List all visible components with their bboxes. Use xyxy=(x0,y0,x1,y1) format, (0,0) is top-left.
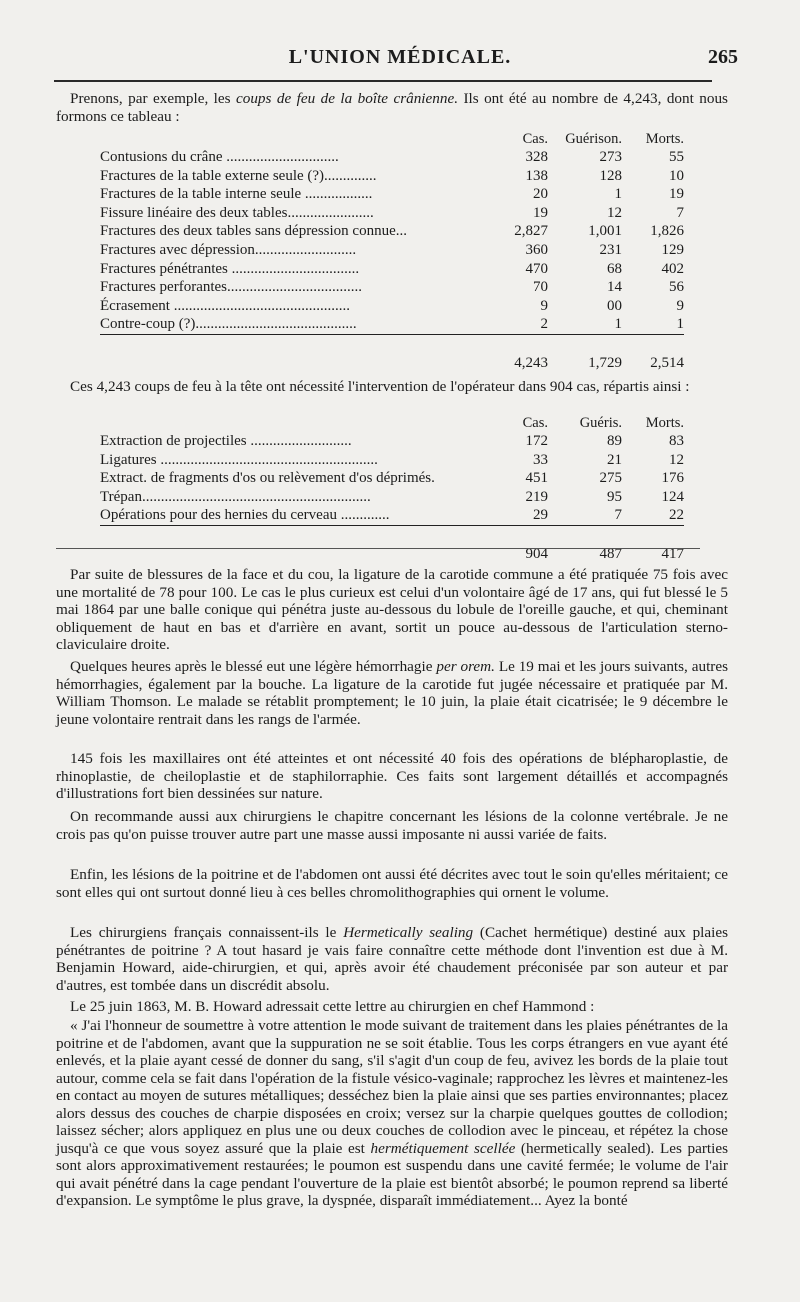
skull-wounds-table xyxy=(100,130,684,372)
body-paragraph-4: On recommande aussi aux chirurgiens le chapitre concernant les lésions de la colonne vertébrale. Je ne crois pas qu'on puisse trouver autre part une masse aussi imposante ni aussi variée de faits. xyxy=(56,808,728,843)
section-rule xyxy=(56,548,700,549)
table-row: Fractures perforantes.................................... 70 14 56 xyxy=(100,279,684,296)
quoted-letter: « J'ai l'honneur de soumettre à votre attention le mode suivant de traitement dans les plaies pénétrantes de la poitrine et de l'abdomen, avant que la suppuration ne se soit établie. Tous les corps étrangers en vue ayant été enlevés, et la plaie ayant cessé de donner du sang, s'il s'agit d'un coup de feu, avivez les bords de la plaie tout autour, comme cela se fait dans l'opération de la fistule vésico-vaginale; rapprochez les lèvres et maintenez-les en contact au moyen de sutures métalliques; desséchez bien la plaie ainsi que ses parties environnantes; placez alors dessus des couches de charpie disposées en croix; versez sur la charpie quelques gouttes de collodion; laissez sécher; alors appliquez en plus une ou deux couches de collodion avec le pinceau, et répétez la chose jusqu'à ce que vous soyez assuré que la plaie est hermétiquement scellée (hermetically sealed). Les parties sont alors approximativement restaurées; le poumon est suspendu dans une cavité fermée; le volume de l'air qui avait pénétré dans la cage pendant l'ouverture de la plaie est bientôt absorbé; le poumon reprend sa liberté d'expansion. Le symptôme le plus grave, la dyspnée, disparaît immédiatement... Ayez la bonté xyxy=(56,1017,728,1209)
table-row: Opérations pour des hernies du cerveau ............. 29 7 22 xyxy=(100,507,684,524)
body-paragraph-5: Enfin, les lésions de la poitrine et de l'abdomen ont aussi été décrites avec tout le soin qu'elles méritaient; ce sont elles qui ont surtout donné lieu à ces belles chromolithographies qui ornent le volume. xyxy=(56,866,728,901)
body-paragraph-3: 145 fois les maxillaires ont été atteintes et ont nécessité 40 fois des opérations de blépharoplastie, de rhinoplastie, de cheiloplastie et de staphilorraphie. Ces faits sont largement détaillés et accompagnés d'illustrations fort bien dessinées sur nature. xyxy=(56,750,728,802)
body-paragraph-1: Par suite de blessures de la face et du cou, la ligature de la carotide commune a été pratiquée 75 fois avec une mortalité de 78 pour 100. Le cas le plus curieux est celui d'un volontaire âgé de 17 ans, qui fut blessé le 5 mai 1864 par une balle conique qui pénétra juste au-dessous du lobule de l'oreille gauche, et qui, cheminant obliquement de haut en bas et d'arrière en avant, sortit un pouce au-dessous de l'articulation sterno-claviculaire droite. xyxy=(56,566,728,653)
intro-text: Prenons, par exemple, les xyxy=(70,90,236,107)
table-row: Fissure linéaire des deux tables....................... 19 12 7 xyxy=(100,204,684,221)
header-cas: Cas. xyxy=(522,415,548,431)
table-row: Trépan............................................................. 219 95 124 xyxy=(100,488,684,505)
intro-italic: coups de feu de la boîte crânienne. xyxy=(236,90,458,107)
table-row: Fractures pénétrantes .................................. 470 68 402 xyxy=(100,260,684,277)
body-paragraph-7: Le 25 juin 1863, M. B. Howard adressait cette lettre au chirurgien en chef Hammond : xyxy=(70,998,595,1015)
table-row: Fractures des deux tables sans dépression connue... 2,827 1,001 1,826 xyxy=(100,223,684,240)
operations-intro: Ces 4,243 coups de feu à la tête ont nécessité l'intervention de l'opérateur dans 904 cas, répartis ainsi : xyxy=(70,378,690,395)
table-header-row xyxy=(100,414,684,432)
header-morts: Morts. xyxy=(645,131,684,147)
header-morts: Morts. xyxy=(645,415,684,431)
header-guerison: Guérison. xyxy=(565,131,622,147)
table-row: Ligatures .......................................................... 33 21 12 xyxy=(100,451,684,468)
header-gueris: Guéris. xyxy=(579,415,622,431)
table-row: Écrasement ............................................... 9 00 9 xyxy=(100,297,684,314)
body-paragraph-6: Les chirurgiens français connaissent-ils le Hermetically sealing (Cachet hermétique) destiné aux plaies pénétrantes de poitrine ? A tout hasard je vais faire connaître cette méthode dont l'invention est due à M. Benjamin Howard, aide-chirurgien, et qui, après avoir été chaudement préconisée par son auteur et par d'autres, est tombée dans un discrédit absolu. xyxy=(56,924,729,994)
table-row: Fractures avec dépression........................... 360 231 129 xyxy=(100,241,684,258)
header-cas: Cas. xyxy=(522,131,548,147)
intro-text-after: Ils ont été au nombre de 4,243, dont nous formons ce tableau : xyxy=(56,90,728,125)
table-total-row: 4,243 1,729 2,514 xyxy=(514,354,684,371)
header-rule xyxy=(54,80,712,82)
intro-paragraph xyxy=(56,90,728,125)
body-paragraph-2: Quelques heures après le blessé eut une légère hémorrhagie per orem. Le 19 mai et les jours suivants, autres hémorrhagies, également par la bouche. La ligature de la carotide fut jugée nécessaire et pratiquée par M. William Thomson. Le malade se rétablit promptement; le 10 juin, la plaie était cicatrisée; le 9 décembre le jeune volontaire rentrait dans les rangs de l'armée. xyxy=(56,658,728,728)
operations-table xyxy=(100,414,684,563)
table-row: Contusions du crâne .............................. 328 273 55 xyxy=(100,149,684,165)
page-number: 265 xyxy=(708,46,738,68)
running-header xyxy=(40,46,760,74)
running-title: L'UNION MÉDICALE. xyxy=(288,46,512,68)
table-header-row xyxy=(100,130,684,148)
table-row: Fractures de la table externe seule (?).............. 138 128 10 xyxy=(100,167,684,184)
table-row: Contre-coup (?)........................................... 2 1 1 xyxy=(100,316,684,333)
table-total-row: 904 487 417 xyxy=(525,545,684,562)
table-row: Extract. de fragments d'os ou relèvement d'os déprimés. 451 275 176 xyxy=(100,470,684,487)
table-row: Fractures de la table interne seule .................. 20 1 19 xyxy=(100,186,684,203)
table-row: Extraction de projectiles ........................... 172 89 83 xyxy=(100,433,684,449)
